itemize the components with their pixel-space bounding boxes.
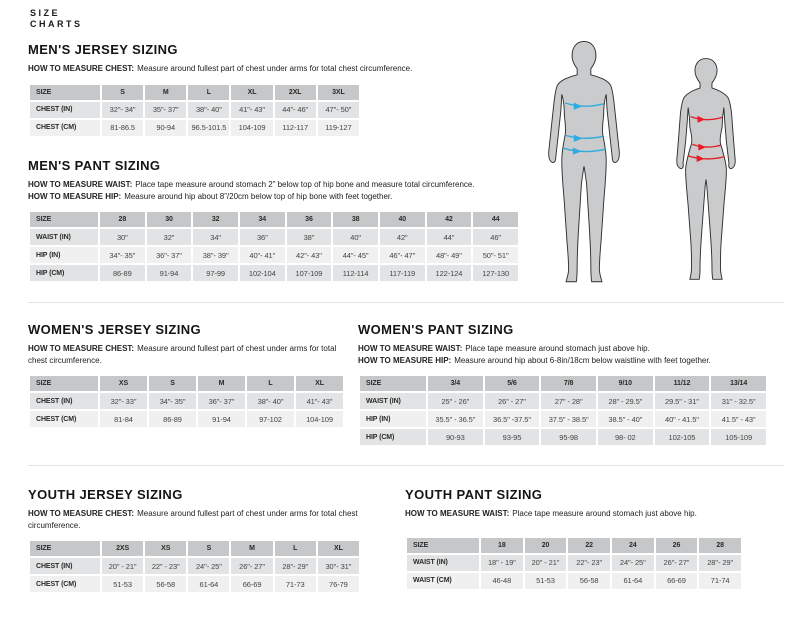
size-value-cell: 98- 02 bbox=[598, 429, 653, 445]
table-header-row bbox=[30, 376, 343, 391]
column-header: SIZE bbox=[30, 376, 98, 391]
row-label: WAIST (IN) bbox=[30, 229, 98, 245]
row-label: WAIST (CM) bbox=[407, 573, 479, 589]
womens-pant-table bbox=[358, 374, 778, 447]
size-value-cell: 30" bbox=[100, 229, 145, 245]
male-figure bbox=[543, 38, 625, 286]
measure-note bbox=[28, 191, 528, 203]
size-value-cell: 104-109 bbox=[231, 120, 272, 136]
size-value-cell: 42" bbox=[380, 229, 425, 245]
row-label: WAIST (IN) bbox=[407, 555, 479, 571]
size-value-cell: 29.5" - 31" bbox=[655, 393, 710, 409]
section-divider bbox=[28, 465, 784, 466]
size-value-cell: 104-109 bbox=[296, 411, 343, 427]
size-value-cell: 35"- 37" bbox=[145, 102, 186, 118]
column-header: 42 bbox=[427, 212, 472, 227]
column-header: SIZE bbox=[30, 85, 100, 100]
size-value-cell: 61-64 bbox=[188, 576, 229, 592]
size-value-cell: 86-89 bbox=[149, 411, 196, 427]
measure-note bbox=[28, 343, 348, 366]
size-value-cell: 34"- 35" bbox=[149, 393, 196, 409]
note-text: Measure around fullest part of chest under arms for total chest circumference. bbox=[137, 64, 413, 73]
column-header: L bbox=[275, 541, 316, 556]
size-value-cell: 127-130 bbox=[473, 265, 518, 281]
size-value-cell: 44"- 46" bbox=[275, 102, 316, 118]
note-label: HOW TO MEASURE WAIST: bbox=[358, 344, 463, 353]
size-value-cell: 51-53 bbox=[525, 573, 567, 589]
column-header: M bbox=[198, 376, 245, 391]
size-table bbox=[28, 539, 361, 594]
size-value-cell: 40" - 41.5" bbox=[655, 411, 710, 427]
column-header: L bbox=[247, 376, 294, 391]
note-label: HOW TO MEASURE WAIST: bbox=[28, 180, 133, 189]
column-header: XL bbox=[296, 376, 343, 391]
size-value-cell: 22"- 23" bbox=[568, 555, 610, 571]
size-value-cell: 46-48 bbox=[481, 573, 523, 589]
note-label: HOW TO MEASURE HIP: bbox=[28, 191, 122, 201]
table-header-row bbox=[30, 541, 359, 556]
size-value-cell: 36"- 37" bbox=[198, 393, 245, 409]
size-value-cell: 90-94 bbox=[145, 120, 186, 136]
column-header: M bbox=[231, 541, 272, 556]
size-value-cell: 95-98 bbox=[541, 429, 596, 445]
column-header: XS bbox=[100, 376, 147, 391]
size-value-cell: 102-105 bbox=[655, 429, 710, 445]
size-value-cell: 96.5-101.5 bbox=[188, 120, 229, 136]
size-value-cell: 20" - 21" bbox=[102, 558, 143, 574]
male-silhouette bbox=[549, 41, 620, 281]
note-text: Place tape measure around stomach just above hip. bbox=[512, 509, 697, 518]
size-value-cell: 47"- 50" bbox=[318, 102, 359, 118]
measure-note bbox=[358, 355, 778, 367]
size-value-cell: 66-69 bbox=[656, 573, 698, 589]
size-value-cell: 18" - 19" bbox=[481, 555, 523, 571]
size-value-cell: 24"- 25" bbox=[188, 558, 229, 574]
column-header: XS bbox=[145, 541, 186, 556]
note-label: HOW TO MEASURE CHEST: bbox=[28, 64, 135, 73]
column-header: SIZE bbox=[360, 376, 426, 391]
section-divider bbox=[28, 302, 784, 303]
column-header: S bbox=[188, 541, 229, 556]
column-header: XL bbox=[318, 541, 359, 556]
section-title: MEN'S PANT SIZING bbox=[28, 158, 161, 173]
section-youth-jersey bbox=[28, 487, 373, 594]
note-label: HOW TO MEASURE HIP: bbox=[358, 355, 452, 365]
section-title: YOUTH JERSEY SIZING bbox=[28, 487, 183, 502]
youth-jersey-table bbox=[28, 539, 373, 594]
table-row bbox=[360, 393, 766, 409]
size-value-cell: 81-86.5 bbox=[102, 120, 143, 136]
size-value-cell: 40" bbox=[333, 229, 378, 245]
table-header-row bbox=[407, 538, 741, 553]
column-header: 36 bbox=[287, 212, 332, 227]
size-value-cell: 38"- 39" bbox=[193, 247, 238, 263]
table-row bbox=[407, 555, 741, 571]
measure-note bbox=[28, 63, 528, 75]
size-value-cell: 48"- 49" bbox=[427, 247, 472, 263]
table-row bbox=[30, 229, 518, 245]
size-value-cell: 50"- 51" bbox=[473, 247, 518, 263]
size-value-cell: 41"- 43" bbox=[296, 393, 343, 409]
size-value-cell: 86-89 bbox=[100, 265, 145, 281]
row-label: CHEST (IN) bbox=[30, 558, 100, 574]
brand-line-2: CHARTS bbox=[30, 19, 83, 30]
size-value-cell: 20" - 21" bbox=[525, 555, 567, 571]
column-header: 22 bbox=[568, 538, 610, 553]
size-value-cell: 119-127 bbox=[318, 120, 359, 136]
section-mens-pant bbox=[28, 158, 528, 283]
size-value-cell: 28" - 29.5" bbox=[598, 393, 653, 409]
column-header: 18 bbox=[481, 538, 523, 553]
table-row bbox=[360, 411, 766, 427]
column-header: 40 bbox=[380, 212, 425, 227]
table-row bbox=[30, 411, 343, 427]
size-value-cell: 26"- 27" bbox=[231, 558, 272, 574]
row-label: CHEST (CM) bbox=[30, 411, 98, 427]
size-value-cell: 34"- 35" bbox=[100, 247, 145, 263]
size-value-cell: 76-79 bbox=[318, 576, 359, 592]
size-value-cell: 97-102 bbox=[247, 411, 294, 427]
size-value-cell: 105-109 bbox=[711, 429, 766, 445]
size-value-cell: 112-114 bbox=[333, 265, 378, 281]
column-header: 26 bbox=[656, 538, 698, 553]
section-title: WOMEN'S JERSEY SIZING bbox=[28, 322, 202, 337]
section-womens-jersey bbox=[28, 322, 348, 429]
note-text: Measure around fullest part of chest under arms for total chest circumference. bbox=[28, 509, 358, 530]
note-text: Measure around hip about 6-8in/18cm below waistline with feet together. bbox=[454, 355, 711, 365]
size-value-cell: 32"- 33" bbox=[100, 393, 147, 409]
table-row bbox=[30, 558, 359, 574]
column-header: L bbox=[188, 85, 229, 100]
section-youth-pant bbox=[405, 487, 765, 591]
column-header: 32 bbox=[193, 212, 238, 227]
size-value-cell: 32" bbox=[147, 229, 192, 245]
size-value-cell: 91-94 bbox=[198, 411, 245, 427]
row-label: HIP (CM) bbox=[360, 429, 426, 445]
size-value-cell: 71-73 bbox=[275, 576, 316, 592]
size-table bbox=[358, 374, 768, 447]
section-title: YOUTH PANT SIZING bbox=[405, 487, 543, 502]
size-value-cell: 34" bbox=[193, 229, 238, 245]
row-label: HIP (IN) bbox=[30, 247, 98, 263]
row-label: CHEST (IN) bbox=[30, 102, 100, 118]
section-mens-jersey bbox=[28, 42, 528, 138]
note-label: HOW TO MEASURE WAIST: bbox=[405, 509, 510, 518]
column-header: 2XS bbox=[102, 541, 143, 556]
column-header: 3/4 bbox=[428, 376, 483, 391]
measure-note bbox=[28, 179, 528, 191]
column-header: 44 bbox=[473, 212, 518, 227]
size-value-cell: 24"- 25" bbox=[612, 555, 654, 571]
size-value-cell: 51-53 bbox=[102, 576, 143, 592]
measure-note bbox=[28, 508, 373, 531]
table-header-row bbox=[30, 212, 518, 227]
size-value-cell: 61-64 bbox=[612, 573, 654, 589]
column-header: 11/12 bbox=[655, 376, 710, 391]
size-value-cell: 56-58 bbox=[145, 576, 186, 592]
size-value-cell: 97-99 bbox=[193, 265, 238, 281]
row-label: CHEST (CM) bbox=[30, 576, 100, 592]
female-silhouette bbox=[677, 59, 735, 280]
note-text: Measure around hip about 8”/20cm below top of hip bone with feet together. bbox=[124, 191, 393, 201]
row-label: CHEST (CM) bbox=[30, 120, 100, 136]
column-header: 3XL bbox=[318, 85, 359, 100]
size-value-cell: 27" - 28" bbox=[541, 393, 596, 409]
table-row bbox=[360, 429, 766, 445]
size-table bbox=[28, 374, 345, 429]
size-value-cell: 22" - 23" bbox=[145, 558, 186, 574]
note-label: HOW TO MEASURE CHEST: bbox=[28, 509, 135, 518]
size-value-cell: 91-94 bbox=[147, 265, 192, 281]
column-header: S bbox=[149, 376, 196, 391]
table-row bbox=[407, 573, 741, 589]
column-header: 2XL bbox=[275, 85, 316, 100]
size-value-cell: 36.5" -37.5" bbox=[485, 411, 540, 427]
size-value-cell: 35.5" - 36.5" bbox=[428, 411, 483, 427]
size-value-cell: 38"- 40" bbox=[247, 393, 294, 409]
note-label: HOW TO MEASURE CHEST: bbox=[28, 344, 135, 353]
column-header: 34 bbox=[240, 212, 285, 227]
column-header: SIZE bbox=[30, 541, 100, 556]
size-table bbox=[28, 83, 361, 138]
size-value-cell: 102-104 bbox=[240, 265, 285, 281]
column-header: SIZE bbox=[407, 538, 479, 553]
size-value-cell: 26"- 27" bbox=[656, 555, 698, 571]
column-header: 7/8 bbox=[541, 376, 596, 391]
table-row bbox=[30, 247, 518, 263]
size-value-cell: 93-95 bbox=[485, 429, 540, 445]
female-figure bbox=[672, 52, 740, 285]
size-value-cell: 41"- 43" bbox=[231, 102, 272, 118]
size-value-cell: 36" bbox=[240, 229, 285, 245]
womens-jersey-table bbox=[28, 374, 348, 429]
size-value-cell: 25" - 26" bbox=[428, 393, 483, 409]
size-value-cell: 41.5" - 43" bbox=[711, 411, 766, 427]
section-title: WOMEN'S PANT SIZING bbox=[358, 322, 514, 337]
table-row bbox=[30, 102, 359, 118]
size-value-cell: 66-69 bbox=[231, 576, 272, 592]
size-value-cell: 42"- 43" bbox=[287, 247, 332, 263]
size-value-cell: 38" bbox=[287, 229, 332, 245]
row-label: WAIST (IN) bbox=[360, 393, 426, 409]
table-row bbox=[30, 120, 359, 136]
size-value-cell: 107-109 bbox=[287, 265, 332, 281]
size-value-cell: 40"- 41" bbox=[240, 247, 285, 263]
mens-pant-table bbox=[28, 210, 528, 283]
size-value-cell: 56-58 bbox=[568, 573, 610, 589]
row-label: HIP (IN) bbox=[360, 411, 426, 427]
size-value-cell: 90-93 bbox=[428, 429, 483, 445]
youth-pant-table bbox=[405, 536, 765, 591]
section-womens-pant bbox=[358, 322, 778, 447]
table-header-row bbox=[360, 376, 766, 391]
size-value-cell: 28"- 29" bbox=[275, 558, 316, 574]
size-value-cell: 46" bbox=[473, 229, 518, 245]
size-value-cell: 122-124 bbox=[427, 265, 472, 281]
table-row bbox=[30, 265, 518, 281]
size-value-cell: 36"- 37" bbox=[147, 247, 192, 263]
row-label: HIP (CM) bbox=[30, 265, 98, 281]
size-value-cell: 44"- 45" bbox=[333, 247, 378, 263]
measure-note bbox=[358, 343, 778, 355]
size-value-cell: 81-84 bbox=[100, 411, 147, 427]
note-text: Measure around fullest part of chest under arms for total chest circumference. bbox=[28, 344, 337, 365]
table-row bbox=[30, 576, 359, 592]
row-label: CHEST (IN) bbox=[30, 393, 98, 409]
size-table bbox=[28, 210, 520, 283]
column-header: 28 bbox=[100, 212, 145, 227]
note-text: Place tape measure around stomach 2” below top of hip bone and measure total circumference. bbox=[135, 180, 475, 189]
size-value-cell: 28"- 29" bbox=[699, 555, 741, 571]
column-header: 20 bbox=[525, 538, 567, 553]
column-header: 5/6 bbox=[485, 376, 540, 391]
size-value-cell: 71-74 bbox=[699, 573, 741, 589]
column-header: SIZE bbox=[30, 212, 98, 227]
size-value-cell: 37.5" - 38.5" bbox=[541, 411, 596, 427]
column-header: 30 bbox=[147, 212, 192, 227]
size-value-cell: 112-117 bbox=[275, 120, 316, 136]
size-value-cell: 31" - 32.5" bbox=[711, 393, 766, 409]
note-text: Place tape measure around stomach just above hip. bbox=[465, 344, 650, 353]
size-value-cell: 46"- 47" bbox=[380, 247, 425, 263]
size-value-cell: 38"- 40" bbox=[188, 102, 229, 118]
column-header: XL bbox=[231, 85, 272, 100]
section-title: MEN'S JERSEY SIZING bbox=[28, 42, 178, 57]
size-table bbox=[405, 536, 743, 591]
size-value-cell: 117-119 bbox=[380, 265, 425, 281]
measure-note bbox=[405, 508, 765, 520]
column-header: 13/14 bbox=[711, 376, 766, 391]
size-value-cell: 44" bbox=[427, 229, 472, 245]
size-value-cell: 26" - 27" bbox=[485, 393, 540, 409]
table-header-row bbox=[30, 85, 359, 100]
brand-line-1: SIZE bbox=[30, 8, 61, 18]
column-header: S bbox=[102, 85, 143, 100]
column-header: 28 bbox=[699, 538, 741, 553]
table-row bbox=[30, 393, 343, 409]
column-header: 9/10 bbox=[598, 376, 653, 391]
column-header: M bbox=[145, 85, 186, 100]
size-value-cell: 30"- 31" bbox=[318, 558, 359, 574]
brand-logo bbox=[30, 8, 83, 31]
mens-jersey-table bbox=[28, 83, 528, 138]
size-value-cell: 32"- 34" bbox=[102, 102, 143, 118]
column-header: 24 bbox=[612, 538, 654, 553]
size-value-cell: 38.5" - 40" bbox=[598, 411, 653, 427]
column-header: 38 bbox=[333, 212, 378, 227]
